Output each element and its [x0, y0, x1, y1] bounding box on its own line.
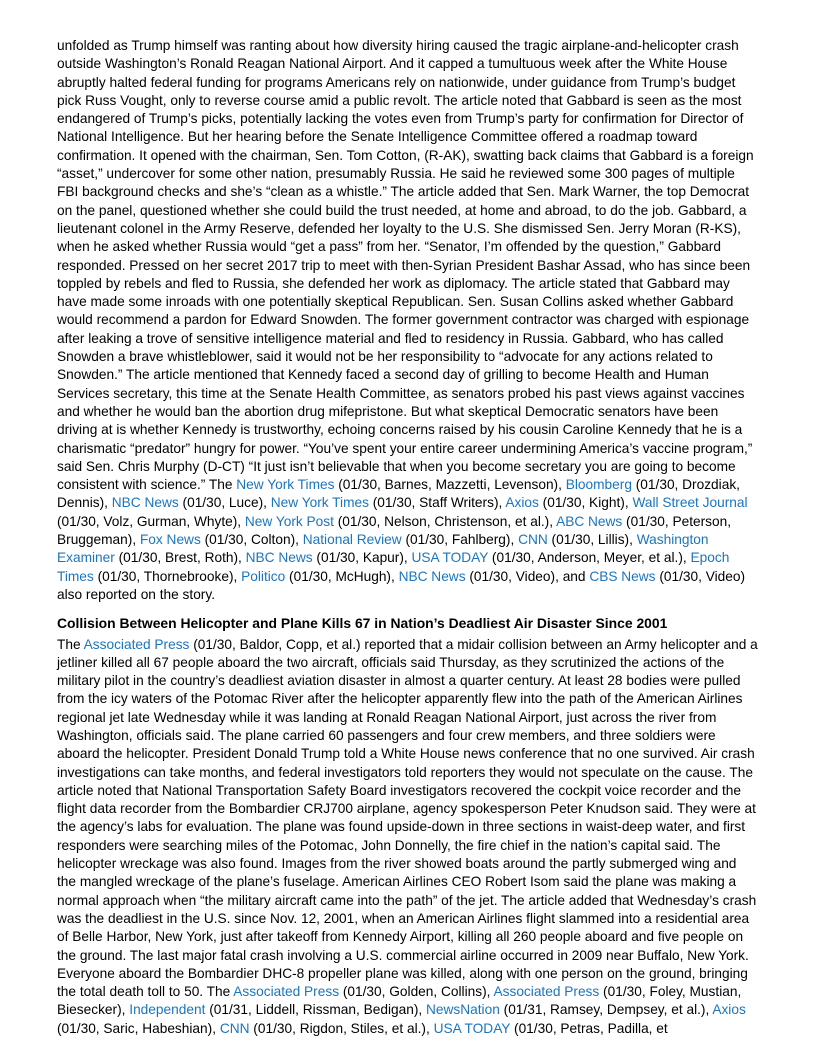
text-run: (01/30, Foley, Mustian, Biesecker), — [57, 984, 742, 1018]
text-run: (01/30, Fahlberg), — [401, 532, 519, 548]
text-run: The — [57, 636, 84, 652]
source-link[interactable]: New York Times — [236, 477, 335, 493]
text-run: (01/30, Luce), — [178, 495, 271, 511]
source-link[interactable]: Axios — [712, 1002, 746, 1018]
text-run: (01/30, Nelson, Christenson, et al.), — [333, 513, 557, 529]
source-link[interactable]: USA TODAY — [411, 550, 489, 566]
text-run: (01/30, Rigdon, Stiles, et al.), — [249, 1020, 434, 1036]
text-run: (01/30, Video), and — [465, 568, 590, 584]
paragraph-gabbard-kennedy-hearings — [57, 37, 759, 604]
text-run: (01/30, Barnes, Mazzetti, Levenson), — [334, 477, 566, 493]
text-run: (01/30, Volz, Gurman, Whyte), — [57, 513, 245, 529]
text-run: (01/30, Kight), — [538, 495, 633, 511]
source-link[interactable]: CBS News — [589, 568, 656, 584]
source-link[interactable]: Fox News — [139, 532, 201, 548]
source-link[interactable]: New York Post — [244, 513, 334, 529]
text-run: (01/30, Saric, Habeshian), — [57, 1020, 220, 1036]
source-link[interactable]: CNN — [518, 532, 548, 548]
text-run: (01/30, Drozdiak, Dennis), — [57, 477, 740, 511]
source-link[interactable]: USA TODAY — [433, 1020, 511, 1036]
text-run: (01/30, Anderson, Meyer, et al.), — [488, 550, 691, 566]
source-link[interactable]: Politico — [241, 568, 286, 584]
text-run: (01/30, Brest, Roth), — [114, 550, 246, 566]
source-link[interactable]: NBC News — [245, 550, 313, 566]
source-link[interactable]: NBC News — [398, 568, 466, 584]
source-link[interactable]: Independent — [129, 1002, 206, 1018]
paragraph-collision-report — [57, 636, 759, 1039]
text-run: (01/31, Ramsey, Dempsey, et al.), — [499, 1002, 713, 1018]
text-run: (01/30, Lillis), — [547, 532, 637, 548]
source-link[interactable]: NewsNation — [426, 1002, 500, 1018]
text-run: unfolded as Trump himself was ranting about how diversity hiring caused the tragic airplane-and-helicopter crash outside Washington’s Ronald Reagan National Airport. And it capped a tumultuous week after the White House abruptly halted federal funding for programs Americans rely on nationwide, under guidance from Trump’s budget pick Russ Vought, only to reverse course amid a public revolt. The article noted that Gabbard is seen as the most endangered of Trump’s picks, potentially lacking the votes even from Trump’s party for confirmation for Director of National Intelligence. But her hearing before the Senate Intelligence Committee offered a roadmap toward confirmation. It opened with the chairman, Sen. Tom Cotton, (R-AK), swatting back claims that Gabbard is a foreign “asset,” undercover for some other nation, presumably Russia. He said he reviewed some 300 pages of multiple FBI background checks and she’s “clean as a whistle.” The article added that Sen. Mark Warner, the top Democrat on the panel, questioned whether she could build the trust needed, at home and abroad, to do the job. Gabbard, a lieutenant colonel in the Army Reserve, defended her loyalty to the U.S. She dismissed Sen. Jerry Moran (R-KS), when he asked whether Russia would “get a pass” from her. “Senator, I’m offended by the question,” Gabbard responded. Pressed on her secret 2017 trip to meet with then-Syrian President Bashar Assad, who has since been toppled by rebels and fled to Russia, she defended her work as diplomacy. The article stated that Gabbard may have made some inroads with one potentially skeptical Republican. Sen. Susan Collins asked whether Gabbard would recommend a pardon for Edward Snowden. The former government contractor was charged with espionage after leaking a trove of sensitive intelligence material and fled to residency in Russia. Gabbard, who has called Snowden a brave whistleblower, said it would not be her responsibility to “advocate for any actions related to Snowden.” The article mentioned that Kennedy faced a second day of grilling to become Health and Human Services secretary, this time at the Senate Health Committee, as senators probed his past views against vaccines and whether he would ban the abortion drug mifepristone. But what skeptical Democratic senators have been driving at is whether Kennedy is trustworthy, echoing concerns raised by his cousin Caroline Kennedy that he is a charismatic “predator” hungry for power. “You’ve spent your entire career undermining America’s vaccine program,” said Sen. Chris Murphy (D-CT) “It just isn’t believable that when you become secretary you are going to become consistent with science.” The — [57, 38, 754, 493]
source-link[interactable]: CNN — [219, 1020, 250, 1036]
text-run: (01/30, Staff Writers), — [368, 495, 506, 511]
source-link[interactable]: Associated Press — [83, 636, 190, 652]
text-run: (01/30, McHugh), — [285, 568, 399, 584]
source-link[interactable]: National Review — [302, 532, 402, 548]
source-link[interactable]: Associated Press — [233, 984, 340, 1000]
text-run: (01/30, Golden, Collins), — [339, 984, 494, 1000]
source-link[interactable]: Wall Street Journal — [632, 495, 748, 511]
text-run: (01/31, Liddell, Rissman, Bedigan), — [205, 1002, 427, 1018]
text-run: (01/30, Video) also reported on the story. — [57, 568, 746, 602]
source-link[interactable]: ABC News — [556, 513, 623, 529]
source-link[interactable]: NBC News — [111, 495, 179, 511]
text-run: (01/30, Petras, Padilla, et — [510, 1020, 668, 1036]
text-run: (01/30, Thornebrooke), — [93, 568, 242, 584]
heading-collision-article: Collision Between Helicopter and Plane Kills 67 in Nation’s Deadliest Air Disaster Since 2001 — [57, 615, 668, 632]
source-link[interactable]: Axios — [505, 495, 539, 511]
source-link[interactable]: Epoch Times — [57, 550, 730, 584]
source-link[interactable]: Associated Press — [493, 984, 600, 1000]
text-run: (01/30, Colton), — [200, 532, 303, 548]
text-run: (01/30, Baldor, Copp, et al.) reported that a midair collision between an Army helicopter and a jetliner killed all 67 people aboard the two aircraft, officials said Thursday, as they scrutinized the actions of the military pilot in the country’s deadliest aviation disaster in almost a quarter century. At least 28 bodies were pulled from the icy waters of the Potomac River after the helicopter apparently flew into the path of the American Airlines regional jet late Wednesday while it was landing at Ronald Reagan National Airport, just across the river from Washington, officials said. The plane carried 60 passengers and four crew members, and three soldiers were aboard the helicopter. President Donald Trump told a White House news conference that no one survived. Air crash investigations can take months, and federal investigators told reporters they would not speculate on the cause. The article noted that National Transportation Safety Board investigators recovered the cockpit voice recorder and the flight data recorder from the Bombardier CRJ700 airplane, agency spokesperson Peter Knudson said. They were at the agency’s labs for evaluation. The plane was found upside-down in three sections in waist-deep water, and first responders were searching miles of the Potomac, John Donnelly, the fire chief in the nation’s capital said. The helicopter wreckage was also found. Images from the river showed boats around the partly submerged wing and the mangled wreckage of the plane’s fuselage. American Airlines CEO Robert Isom said the plane was making a normal approach when “the military aircraft came into the path” of the jet. The article added that Wednesday’s crash was the deadliest in the U.S. since Nov. 12, 2001, when an American Airlines flight slammed into a residential area of Belle Harbor, New York, just after takeoff from Kennedy Airport, killing all 260 people aboard and five people on the ground. The last major fatal crash involving a U.S. commercial airline occurred in 2009 near Buffalo, New York. Everyone aboard the Bombardier DHC-8 propeller plane was killed, along with one person on the ground, bringing the total death toll to 50. The — [57, 636, 758, 1000]
text-run: (01/30, Peterson, Bruggeman), — [57, 513, 732, 548]
source-link[interactable]: Washington Examiner — [57, 532, 709, 566]
source-link[interactable]: Bloomberg — [565, 477, 632, 493]
text-run: (01/30, Kapur), — [312, 550, 412, 566]
source-link[interactable]: New York Times — [270, 495, 369, 511]
